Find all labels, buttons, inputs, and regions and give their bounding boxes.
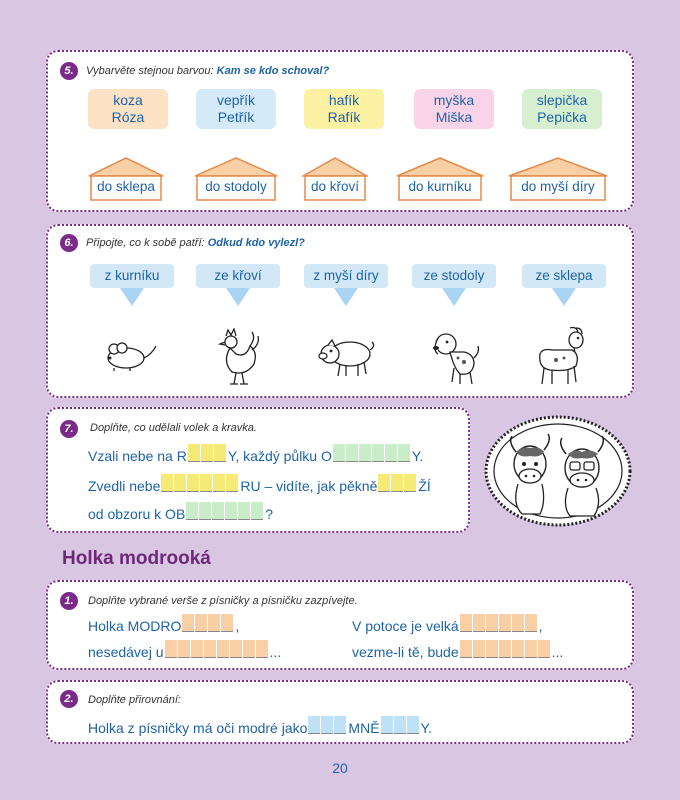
- house-place[interactable]: [508, 156, 608, 202]
- house-label: do kurníku: [408, 179, 472, 194]
- instruction-text: Připojte, co k sobě patří:: [86, 237, 205, 249]
- instruction-question: Kam se kdo schoval?: [216, 65, 330, 77]
- text: Y, každý půlku O: [227, 448, 332, 464]
- holka-exercise-2-number: 2.: [60, 690, 78, 708]
- exercise-6-number: 6.: [60, 234, 78, 252]
- rooster-icon: [216, 328, 260, 386]
- name-card-line-1: myška: [433, 92, 475, 108]
- h2-line: [88, 716, 432, 736]
- name-card[interactable]: [414, 89, 494, 129]
- text: Holka z písničky má oči modré jako: [88, 720, 308, 736]
- holka-exercise-1-instruction: Doplňte vybrané verše z písničky a písničku zazpívejte.: [88, 595, 358, 607]
- text: ?: [265, 506, 274, 522]
- origin-bubble[interactable]: ze stodoly: [412, 264, 496, 288]
- name-card[interactable]: [522, 89, 602, 129]
- origin-bubble[interactable]: z kurníku: [90, 264, 174, 288]
- section-title: Holka modrooká: [62, 548, 211, 569]
- instruction-question: Odkud kdo vylezl?: [207, 237, 305, 249]
- text: Vzali nebe na R: [88, 448, 187, 464]
- down-arrow-icon: [442, 288, 466, 306]
- holka-exercise-2-instruction: Doplňte přirovnání:: [88, 694, 181, 706]
- house-place[interactable]: [302, 156, 368, 202]
- origin-bubble[interactable]: ze sklepa: [522, 264, 606, 288]
- blank-field[interactable]: [188, 444, 227, 464]
- text: Y.: [411, 448, 424, 464]
- down-arrow-icon: [120, 288, 144, 306]
- house-place[interactable]: [396, 156, 484, 202]
- blank-field[interactable]: [186, 502, 264, 522]
- dog-icon: [430, 328, 482, 386]
- house-label: do myší díry: [521, 179, 595, 194]
- exercise-6-instruction: [86, 237, 305, 249]
- name-card-line-1: slepička: [536, 92, 588, 108]
- exercise-7-instruction: Doplňte, co udělali volek a kravka.: [90, 422, 257, 434]
- origin-bubble[interactable]: z myší díry: [304, 264, 388, 288]
- house-label: do stodoly: [205, 179, 267, 194]
- h1-line-b1: [352, 614, 543, 634]
- name-card-line-2: Miška: [435, 109, 473, 125]
- blank-field[interactable]: [308, 716, 347, 736]
- h1-line-a2: [88, 640, 281, 660]
- house-place[interactable]: [194, 156, 278, 202]
- page-number: 20: [332, 760, 348, 776]
- ox-and-cow-illustration: [482, 412, 634, 530]
- blank-field[interactable]: [460, 614, 538, 634]
- text: ,: [235, 618, 240, 634]
- down-arrow-icon: [552, 288, 576, 306]
- text: V potoce je velká: [352, 618, 459, 634]
- text: ŽÍ: [418, 478, 431, 494]
- exercise-5-instruction: [86, 65, 329, 77]
- name-card-line-1: hafík: [328, 92, 360, 108]
- h1-line-a1: [88, 614, 239, 634]
- name-card-line-2: Rafík: [327, 109, 361, 125]
- name-card-line-1: koza: [113, 92, 143, 108]
- house-label: do křoví: [310, 179, 360, 194]
- origin-bubble[interactable]: ze křoví: [196, 264, 280, 288]
- text: od obzoru k OB: [88, 506, 186, 522]
- text: nesedávej u: [88, 644, 164, 660]
- text: Y.: [420, 720, 432, 736]
- text: ,: [538, 618, 543, 634]
- mouse-icon: [100, 340, 158, 372]
- exercise-5-number: 5.: [60, 62, 78, 80]
- text: Holka MODRO: [88, 618, 182, 634]
- blank-field[interactable]: [165, 640, 269, 660]
- blank-field[interactable]: [333, 444, 411, 464]
- house-label: do sklepa: [97, 179, 155, 194]
- name-card[interactable]: [88, 89, 168, 129]
- name-card-line-2: Róza: [111, 109, 145, 125]
- blank-field[interactable]: [381, 716, 420, 736]
- text: MNĚ: [348, 720, 380, 736]
- name-card[interactable]: [196, 89, 276, 129]
- text: ...: [551, 644, 564, 660]
- h1-line-b2: [352, 640, 563, 660]
- ex7-line-1: [88, 444, 423, 464]
- pig-icon: [316, 334, 376, 378]
- text: RU – vidíte, jak pěkně: [240, 478, 378, 494]
- ex7-line-3: [88, 502, 273, 522]
- instruction-text: Vybarvěte stejnou barvou:: [86, 65, 214, 77]
- holka-exercise-1-number: 1.: [60, 592, 78, 610]
- text: vezme-li tě, bude: [352, 644, 459, 660]
- goat-icon: [532, 324, 590, 386]
- blank-field[interactable]: [378, 474, 417, 494]
- name-card-line-1: vepřík: [216, 92, 256, 108]
- down-arrow-icon: [334, 288, 358, 306]
- house-place[interactable]: [88, 156, 164, 202]
- exercise-7-number: 7.: [60, 420, 78, 438]
- blank-field[interactable]: [460, 640, 551, 660]
- down-arrow-icon: [226, 288, 250, 306]
- ex7-line-2: [88, 474, 431, 494]
- name-card[interactable]: [304, 89, 384, 129]
- text: ...: [269, 644, 282, 660]
- name-card-line-2: Pepička: [537, 109, 587, 125]
- name-card-line-2: Petřík: [217, 109, 255, 125]
- blank-field[interactable]: [182, 614, 234, 634]
- blank-field[interactable]: [161, 474, 239, 494]
- text: Zvedli nebe: [88, 478, 161, 494]
